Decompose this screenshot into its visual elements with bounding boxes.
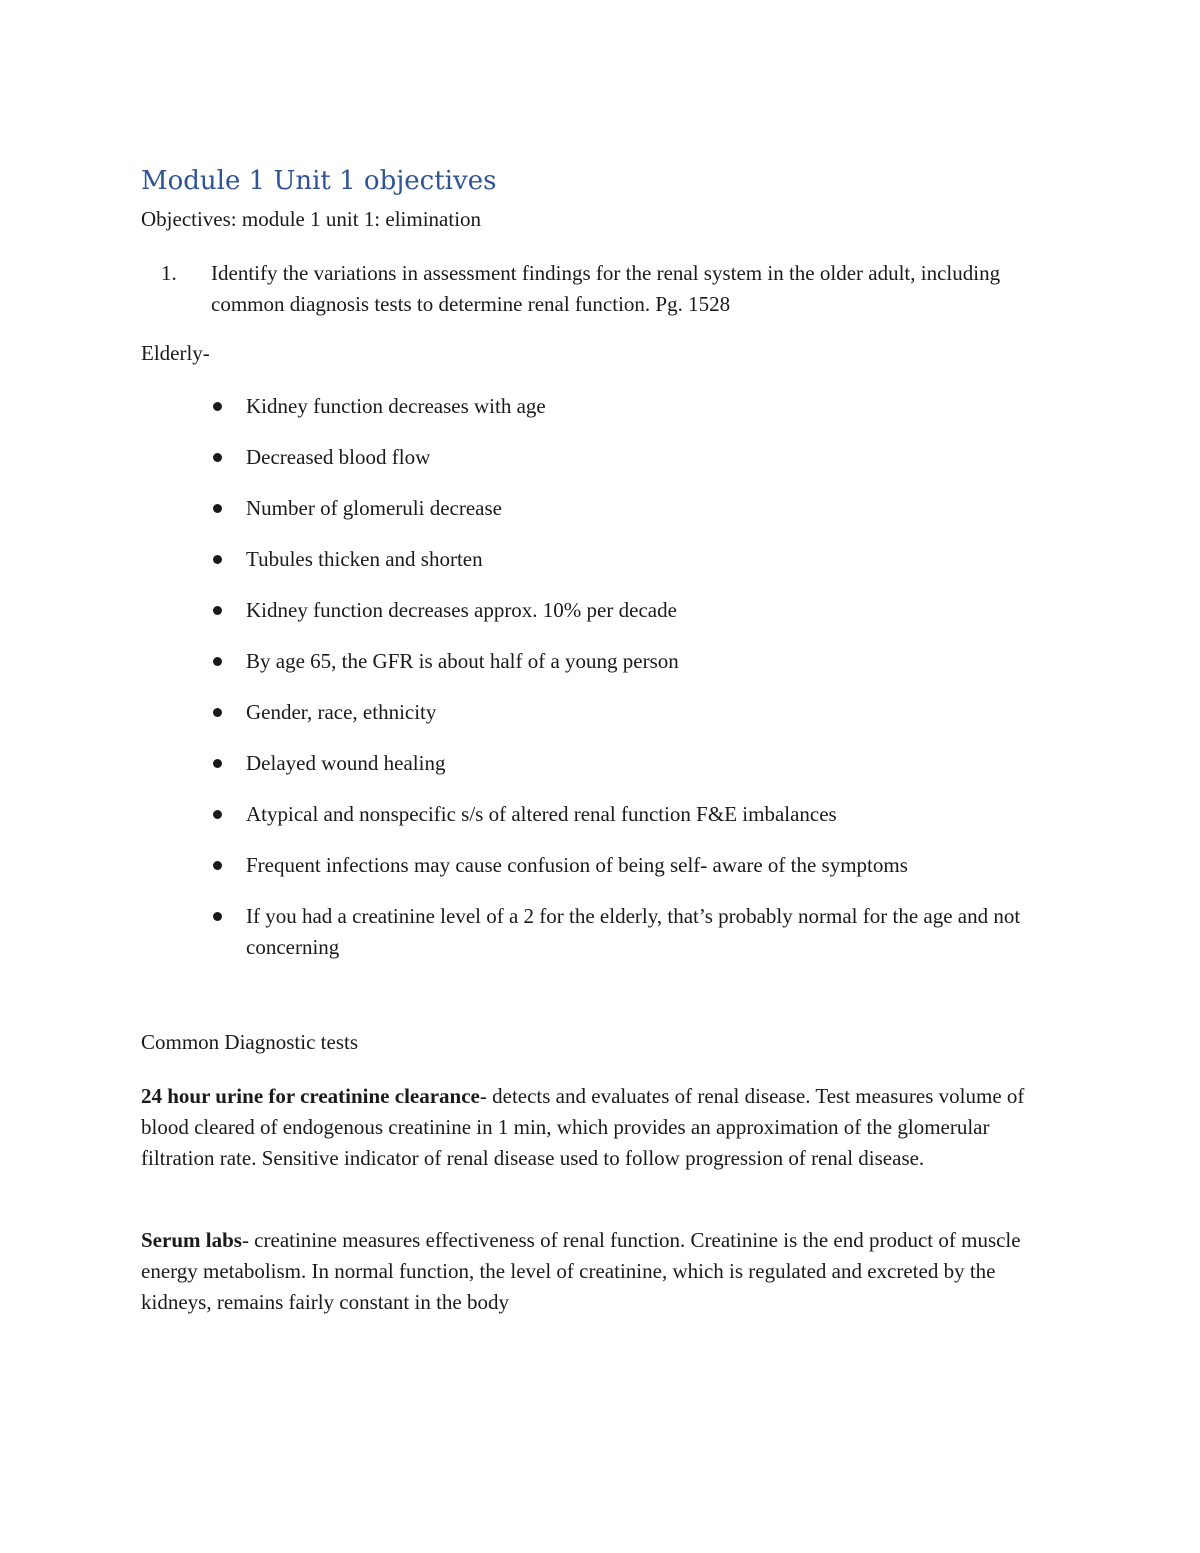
bullet-icon — [213, 708, 222, 717]
list-item-text: Delayed wound healing — [246, 751, 446, 775]
list-item-text: Frequent infections may cause confusion of being self- aware of the symptoms — [246, 853, 908, 877]
bullet-icon — [213, 453, 222, 462]
list-item-text: Tubules thicken and shorten — [246, 547, 483, 571]
list-item — [141, 442, 1071, 473]
elderly-bullet-list — [141, 391, 1071, 983]
diagnostic-test-paragraph — [141, 1225, 1061, 1318]
list-item-text: Atypical and nonspecific s/s of altered renal function F&E imbalances — [246, 802, 837, 826]
list-item — [141, 391, 1071, 422]
objective-number: 1. — [161, 261, 177, 285]
list-item-text: If you had a creatinine level of a 2 for the elderly, that’s probably normal for the age and not concerning — [246, 904, 1021, 959]
list-item — [141, 748, 1071, 779]
list-item-text: Kidney function decreases approx. 10% per decade — [246, 598, 677, 622]
bullet-icon — [213, 555, 222, 564]
list-item — [141, 799, 1071, 830]
list-item — [141, 493, 1071, 524]
list-item — [141, 595, 1071, 626]
list-item — [141, 544, 1071, 575]
list-item-text: Kidney function decreases with age — [246, 394, 546, 418]
bullet-icon — [213, 912, 222, 921]
diagnostic-tests-heading: Common Diagnostic tests — [141, 1030, 358, 1054]
bullet-icon — [213, 810, 222, 819]
bullet-icon — [213, 657, 222, 666]
diagnostic-test-term: Serum labs — [141, 1228, 242, 1252]
diagnostic-test-term: 24 hour urine for creatinine clearance — [141, 1084, 480, 1108]
objective-text: Identify the variations in assessment findings for the renal system in the older adult, including common diagnosis tests to determine renal function. Pg. 1528 — [211, 261, 1001, 316]
bullet-icon — [213, 504, 222, 513]
list-item-text: Number of glomeruli decrease — [246, 496, 502, 520]
list-item-text: Gender, race, ethnicity — [246, 700, 437, 724]
bullet-icon — [213, 402, 222, 411]
document-title: Module 1 Unit 1 objectives — [141, 166, 497, 196]
list-item — [141, 697, 1071, 728]
diagnostic-test-paragraph — [141, 1081, 1061, 1174]
list-item — [141, 850, 1071, 881]
bullet-icon — [213, 606, 222, 615]
bullet-icon — [213, 861, 222, 870]
diagnostic-test-description: - creatinine measures effectiveness of renal function. Creatinine is the end product of muscle energy metabolism. In normal function, the level of creatinine, which is regulated and excreted by the kidneys, remains fairly constant in the body — [141, 1228, 1021, 1314]
list-item — [141, 646, 1071, 677]
elderly-heading: Elderly- — [141, 341, 210, 365]
diagnostic-test-description: - detects and evaluates of renal disease. Test measures volume of blood cleared of endogenous creatinine in 1 min, which provides an approximation of the glomerular filtration rate. Sensitive indicator of renal disease used to follow progression of renal disease. — [141, 1084, 1025, 1170]
list-item — [141, 901, 1071, 963]
list-item-text: By age 65, the GFR is about half of a young person — [246, 649, 679, 673]
list-item-text: Decreased blood flow — [246, 445, 431, 469]
document-subtitle: Objectives: module 1 unit 1: elimination — [141, 207, 482, 231]
bullet-icon — [213, 759, 222, 768]
